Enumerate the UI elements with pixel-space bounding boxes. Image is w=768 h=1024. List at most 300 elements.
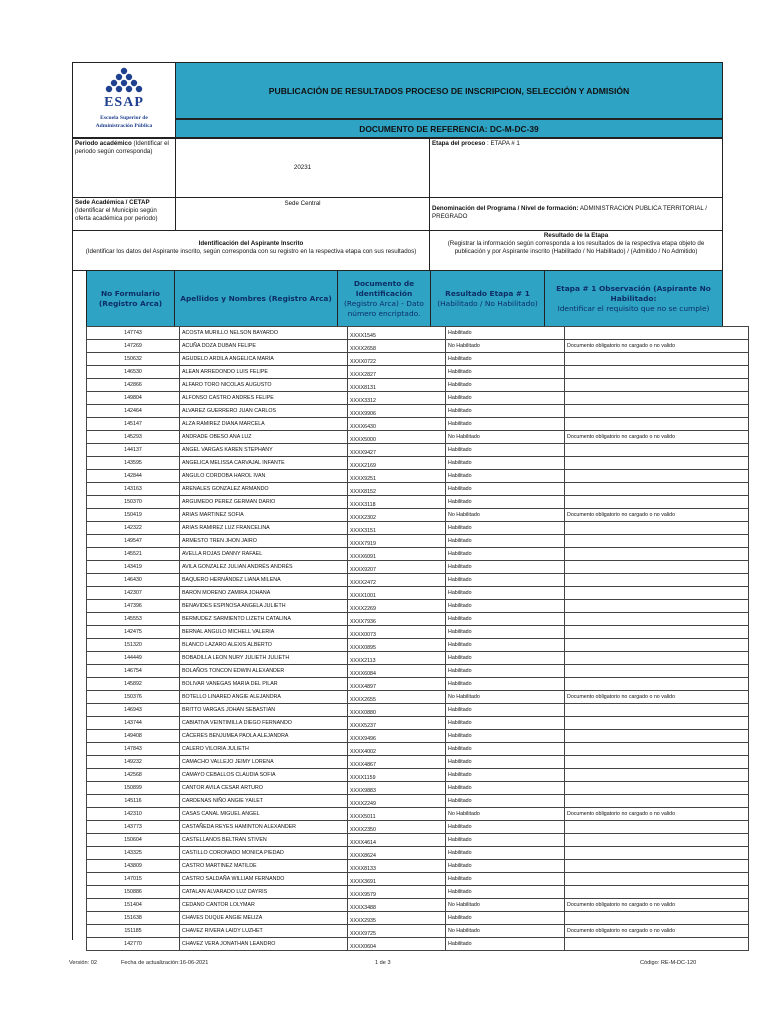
row-formulario: 150886 [87,886,180,899]
row-documento: XXXX8131 [348,379,446,392]
row-observacion [565,821,749,834]
row-nombre: ANGELICA MELISSA CARVAJAL INFANTE [180,457,348,470]
row-observacion [565,665,749,678]
row-nombre: ARIAS MARTINEZ SOFIA [180,509,348,522]
row-resultado: Habilitado [446,470,565,483]
row-documento: XXXX0895 [348,639,446,652]
programa-value: ADMINISTRACION PUBLICA TERRITORIAL / PREGRADO [432,205,707,220]
row-nombre: BENAVIDES ESPINOSA ANGELA JULIETH [180,600,348,613]
row-formulario: 142770 [87,938,180,951]
table-row [87,379,749,392]
row-resultado: No Habilitado [446,899,565,912]
table-row [87,782,749,795]
table-row [87,418,749,431]
row-formulario: 151638 [87,912,180,925]
periodo-value-box [175,138,430,198]
row-formulario: 150376 [87,691,180,704]
row-nombre: CANTOR AVILA CESAR ARTURO [180,782,348,795]
row-documento: XXXX2302 [348,509,446,522]
row-documento: XXXX9427 [348,444,446,457]
table-row [87,626,749,639]
row-formulario: 146430 [87,574,180,587]
row-documento: XXXX3312 [348,392,446,405]
row-observacion [565,587,749,600]
row-resultado: Habilitado [446,353,565,366]
row-observacion: Documento obligatorio no cargado o no valido [565,509,749,522]
table-row [87,327,749,340]
row-nombre: BOLAÑOS TONCON EDWIN ALEXANDER [180,665,348,678]
results-table-body [87,327,749,951]
row-documento: XXXX6430 [348,418,446,431]
table-row [87,574,749,587]
row-formulario: 147015 [87,873,180,886]
col-header-observacion-sub: Identificar el requisito que no se cumple) [557,303,710,313]
row-observacion [565,912,749,925]
row-observacion [565,860,749,873]
row-formulario: 147843 [87,743,180,756]
row-documento: XXXX0604 [348,938,446,951]
row-resultado: Habilitado [446,457,565,470]
row-documento: XXXX7936 [348,613,446,626]
row-formulario: 143595 [87,457,180,470]
row-documento: XXXX2827 [348,366,446,379]
table-row [87,639,749,652]
table-row [87,535,749,548]
logo-brand: ESAP [104,95,144,110]
row-nombre: ALVAREZ GUERRERO JUAN CARLOS [180,405,348,418]
table-row [87,431,749,444]
row-observacion: Documento obligatorio no cargado o no valido [565,340,749,353]
row-nombre: BRITTO VARGAS JOHAN SEBASTIAN [180,704,348,717]
table-row [87,509,749,522]
identificacion-hint: (Identificar los datos del Aspirante inscrito, según corresponda con su registro en la respectiva etapa con sus resultados) [85,248,417,255]
row-resultado: Habilitado [446,769,565,782]
row-observacion [565,379,749,392]
row-formulario: 151320 [87,639,180,652]
row-nombre: CALERO VILORIA JULIETH [180,743,348,756]
sede-value-box [175,197,430,231]
row-formulario: 142307 [87,587,180,600]
row-resultado: Habilitado [446,912,565,925]
row-formulario: 144449 [87,652,180,665]
table-row [87,444,749,457]
row-observacion [565,769,749,782]
footer-fecha: Fecha de actualización:16-06-2021 [121,960,209,966]
row-observacion [565,847,749,860]
row-formulario: 145147 [87,418,180,431]
row-formulario: 145553 [87,613,180,626]
row-resultado: Habilitado [446,535,565,548]
row-formulario: 150604 [87,834,180,847]
row-observacion [565,353,749,366]
sede-box [72,197,176,231]
row-formulario: 145293 [87,431,180,444]
table-row [87,860,749,873]
row-resultado: No Habilitado [446,691,565,704]
row-documento: XXXX1545 [348,327,446,340]
row-formulario: 142866 [87,379,180,392]
row-documento: XXXX0880 [348,704,446,717]
row-documento: XXXX2655 [348,691,446,704]
identificacion-title: Identificación del Aspirante Inscrito [198,240,304,247]
row-nombre: ARGUMEDO PEREZ GERMAN DARIO [180,496,348,509]
col-header-formulario-label: No Formulario (Registro Arca) [98,288,163,308]
row-documento: XXXX5011 [348,808,446,821]
col-header-resultado-sub: (Habilitado / No Habilitado) [437,298,538,308]
row-formulario: 142475 [87,626,180,639]
table-row [87,366,749,379]
row-nombre: ANGEL VARGAS KAREN STEPHANY [180,444,348,457]
row-nombre: AVILA GONZALEZ JULIAN ANDRÉS ANDRÉS [180,561,348,574]
row-documento: XXXX6091 [348,548,446,561]
footer-page: 1 de 3 [375,960,391,966]
row-formulario: 146943 [87,704,180,717]
row-observacion [565,795,749,808]
row-documento: XXXX3151 [348,522,446,535]
row-nombre: CASTAÑEDA REYES HAMINTON ALEXANDER [180,821,348,834]
logo-cell [72,62,176,138]
row-documento: XXXX2935 [348,912,446,925]
row-nombre: CARDENAS NIÑO ANGIE YAILET [180,795,348,808]
row-resultado: Habilitado [446,561,565,574]
table-row [87,665,749,678]
table-row [87,912,749,925]
row-resultado: Habilitado [446,496,565,509]
row-observacion [565,418,749,431]
row-resultado: Habilitado [446,652,565,665]
col-header-observacion [544,270,723,327]
row-nombre: ARMESTO TREN JHON JAIRO [180,535,348,548]
row-resultado: Habilitado [446,717,565,730]
resultado-hint: (Registrar la información según corresponda a los resultados de la respectiva etapa objeto de publicación y por Aspirante inscrito (Habilitado / No Habilitado) / (Admitido / No Admitido) [447,240,705,255]
row-documento: XXXX6084 [348,665,446,678]
row-formulario: 151404 [87,899,180,912]
table-row [87,756,749,769]
row-resultado: Habilitado [446,366,565,379]
row-nombre: ALEAN ARREDONDO LUIS FELIPE [180,366,348,379]
row-formulario: 147743 [87,327,180,340]
footer-version: Versión: 02 [69,960,97,966]
row-formulario: 143809 [87,860,180,873]
row-documento: XXXX2269 [348,600,446,613]
periodo-value: 20231 [293,164,312,171]
row-observacion [565,405,749,418]
row-observacion [565,743,749,756]
row-nombre: CASAS CANAL MIGUEL ANGEL [180,808,348,821]
col-header-nombres [174,270,338,327]
row-documento: XXXX1001 [348,587,446,600]
table-row [87,678,749,691]
table-row [87,886,749,899]
row-documento: XXXX2169 [348,457,446,470]
row-formulario: 149547 [87,535,180,548]
row-nombre: CASTILLO CORONADO MONICA PIEDAD [180,847,348,860]
row-formulario: 146530 [87,366,180,379]
row-observacion: Documento obligatorio no cargado o no valido [565,431,749,444]
row-nombre: BLANCO LAZARO ALEXIS ALBERTO [180,639,348,652]
row-formulario: 142464 [87,405,180,418]
table-row [87,652,749,665]
row-nombre: BERMUDEZ SARMIENTO LIZETH CATALINA [180,613,348,626]
table-row [87,769,749,782]
table-row [87,600,749,613]
row-resultado: Habilitado [446,756,565,769]
row-resultado: Habilitado [446,938,565,951]
table-row [87,483,749,496]
row-resultado: Habilitado [446,392,565,405]
row-resultado: Habilitado [446,886,565,899]
row-formulario: 144137 [87,444,180,457]
row-resultado: No Habilitado [446,340,565,353]
row-documento: XXXX9725 [348,925,446,938]
row-formulario: 142310 [87,808,180,821]
row-resultado: Habilitado [446,821,565,834]
row-nombre: BOTELLO LINARED ANGIE ALEJANDRA [180,691,348,704]
row-resultado: Habilitado [446,548,565,561]
row-resultado: Habilitado [446,847,565,860]
row-documento: XXXX5000 [348,431,446,444]
resultado-box [429,230,723,271]
sede-label: Sede Académica / CETAP [75,199,150,206]
row-nombre: ANGULO CORDOBA HAROL IVAN [180,470,348,483]
row-resultado: Habilitado [446,678,565,691]
table-row [87,795,749,808]
row-documento: XXXX5237 [348,717,446,730]
sede-hint: (Identificar el Municipio según oferta académica por periodo) [75,207,158,222]
row-nombre: CAMACHO VALLEJO JEIMY LORENA [180,756,348,769]
row-resultado: Habilitado [446,522,565,535]
row-resultado: Habilitado [446,626,565,639]
row-nombre: CHAVEZ RIVERA LAIDY LUZHET [180,925,348,938]
row-resultado: Habilitado [446,327,565,340]
table-row [87,340,749,353]
row-nombre: ACOSTA MURILLO NELSON BAYARDO [180,327,348,340]
table-row [87,405,749,418]
row-observacion: Documento obligatorio no cargado o no valido [565,691,749,704]
row-resultado: Habilitado [446,873,565,886]
row-formulario: 149232 [87,756,180,769]
row-observacion [565,457,749,470]
row-observacion [565,730,749,743]
row-formulario: 143773 [87,821,180,834]
footer-codigo: Código: RE-M-DC-120 [640,960,697,966]
row-observacion [565,483,749,496]
row-resultado: Habilitado [446,574,565,587]
row-formulario: 142844 [87,470,180,483]
row-nombre: CHAVEZ VERA JONATHAN LEANDRO [180,938,348,951]
row-observacion [565,613,749,626]
table-row [87,548,749,561]
row-documento: XXXX3691 [348,873,446,886]
row-resultado: Habilitado [446,613,565,626]
row-formulario: 146754 [87,665,180,678]
col-header-nombres-label: Apellidos y Nombres (Registro Arca) [180,293,332,303]
row-observacion [565,834,749,847]
row-formulario: 145892 [87,678,180,691]
row-nombre: BOLIVAR VANEGAS MARIA DEL PILAR [180,678,348,691]
row-nombre: CATALAN ALVARADO LUZ DAYRIS [180,886,348,899]
row-nombre: CASTRO MARTINEZ MATILDE [180,860,348,873]
row-formulario: 150899 [87,782,180,795]
col-header-observacion-title: Etapa # 1 Observación (Aspirante No Habilitado: [556,283,711,303]
col-header-documento-title: Documento de Identificación [353,278,415,298]
row-nombre: ALFARO TORO NICOLAS AUGUSTO [180,379,348,392]
table-row [87,392,749,405]
row-formulario: 147396 [87,600,180,613]
row-observacion: Documento obligatorio no cargado o no valido [565,808,749,821]
row-resultado: No Habilitado [446,509,565,522]
row-formulario: 151185 [87,925,180,938]
row-resultado: Habilitado [446,704,565,717]
col-header-resultado [430,270,545,327]
row-observacion [565,392,749,405]
row-observacion [565,327,749,340]
row-formulario: 143744 [87,717,180,730]
row-resultado: Habilitado [446,379,565,392]
row-observacion [565,535,749,548]
etapa-label: Etapa del proceso [432,140,486,147]
row-observacion [565,652,749,665]
table-row [87,704,749,717]
row-observacion [565,938,749,951]
row-observacion [565,873,749,886]
row-nombre: AGUDELO ARDILA ANGELICA MARIA [180,353,348,366]
page-title: PUBLICACIÓN DE RESULTADOS PROCESO DE INSCRIPCION, SELECCIÓN Y ADMISIÓN [175,62,723,119]
row-resultado: Habilitado [446,483,565,496]
row-nombre: AVELLA ROJAS DANNY RAFAEL [180,548,348,561]
row-documento: XXXX3488 [348,899,446,912]
row-documento: XXXX8133 [348,860,446,873]
row-nombre: CAMAYO CEBALLOS CLAUDIA SOFIA [180,769,348,782]
col-header-documento [337,270,431,327]
row-resultado: Habilitado [446,665,565,678]
logo-line2: Administración Pública [95,123,153,129]
row-observacion [565,574,749,587]
row-documento: XXXX9496 [348,730,446,743]
table-row [87,522,749,535]
row-documento: XXXX4867 [348,756,446,769]
logo-line1: Escuela Superior de [100,115,148,121]
col-header-formulario [86,270,175,327]
etapa-value: : ETAPA # 1 [487,140,520,147]
row-documento: XXXX1159 [348,769,446,782]
row-formulario: 147269 [87,340,180,353]
row-nombre: CABIATIVA VEINTIMILLA DIEGO FERNANDO [180,717,348,730]
table-row [87,613,749,626]
row-resultado: Habilitado [446,860,565,873]
table-row [87,821,749,834]
col-header-documento-sub: (Registro Arca) - Dato número encriptado. [344,298,424,318]
row-resultado: No Habilitado [446,431,565,444]
row-nombre: ANDRADE OBESO ANA LUZ [180,431,348,444]
row-nombre: CHAVES DUQUE ANGIE MELIZA [180,912,348,925]
row-resultado: Habilitado [446,730,565,743]
table-row [87,496,749,509]
table-row [87,353,749,366]
row-observacion [565,522,749,535]
table-row [87,834,749,847]
row-observacion [565,886,749,899]
row-resultado: Habilitado [446,587,565,600]
row-documento: XXXX4614 [348,834,446,847]
periodo-hint: (Identificar el periodo según corresponda) [75,140,169,155]
resultado-title: Resultado de la Etapa [543,232,609,239]
row-formulario: 150419 [87,509,180,522]
table-row [87,587,749,600]
periodo-box [72,138,176,198]
row-observacion [565,444,749,457]
row-formulario: 143419 [87,561,180,574]
row-documento: XXXX3118 [348,496,446,509]
row-formulario: 145521 [87,548,180,561]
row-formulario: 143163 [87,483,180,496]
row-observacion [565,548,749,561]
row-formulario: 150370 [87,496,180,509]
row-nombre: ALFONSO CASTRO ANDRES FELIPE [180,392,348,405]
table-row [87,717,749,730]
row-resultado: Habilitado [446,418,565,431]
row-documento: XXXX9906 [348,405,446,418]
programa-label: Denominación del Programa / Nivel de formación: [432,205,579,212]
row-nombre: CÁCERES BENJUMEA PAOLA ALEJANDRA [180,730,348,743]
row-resultado: Habilitado [446,782,565,795]
row-resultado: No Habilitado [446,925,565,938]
row-observacion [565,717,749,730]
row-observacion: Documento obligatorio no cargado o no valido [565,899,749,912]
left-rule [72,270,87,940]
etapa-box [429,138,723,198]
row-formulario: 145116 [87,795,180,808]
row-resultado: Habilitado [446,639,565,652]
table-row [87,873,749,886]
table-row [87,457,749,470]
row-documento: XXXX2658 [348,340,446,353]
row-observacion [565,600,749,613]
row-observacion [565,782,749,795]
row-observacion: Documento obligatorio no cargado o no valido [565,925,749,938]
row-formulario: 143325 [87,847,180,860]
row-documento: XXXX2113 [348,652,446,665]
row-observacion [565,496,749,509]
identificacion-box [72,230,430,271]
row-formulario: 150632 [87,353,180,366]
row-nombre: BAQUERO HERNÁNDEZ LIANA MILENA [180,574,348,587]
table-row [87,925,749,938]
row-nombre: CASTELLANOS BELTRAN STIVEN [180,834,348,847]
row-observacion [565,678,749,691]
row-resultado: Habilitado [446,795,565,808]
row-observacion [565,756,749,769]
programa-box [429,197,723,231]
table-row [87,847,749,860]
row-documento: XXXX0073 [348,626,446,639]
row-nombre: ACUÑA DOZA DUBAN FELIPE [180,340,348,353]
row-resultado: Habilitado [446,834,565,847]
row-documento: XXXX7919 [348,535,446,548]
row-observacion [565,639,749,652]
row-documento: XXXX0722 [348,353,446,366]
row-documento: XXXX2472 [348,574,446,587]
row-nombre: CEDANO CANTOR LOLYMAR [180,899,348,912]
row-formulario: 149804 [87,392,180,405]
row-resultado: Habilitado [446,600,565,613]
row-resultado: Habilitado [446,743,565,756]
document-reference: DOCUMENTO DE REFERENCIA: DC-M-DC-39 [175,119,723,138]
table-row [87,899,749,912]
row-documento: XXXX2350 [348,821,446,834]
row-observacion [565,704,749,717]
table-row [87,561,749,574]
